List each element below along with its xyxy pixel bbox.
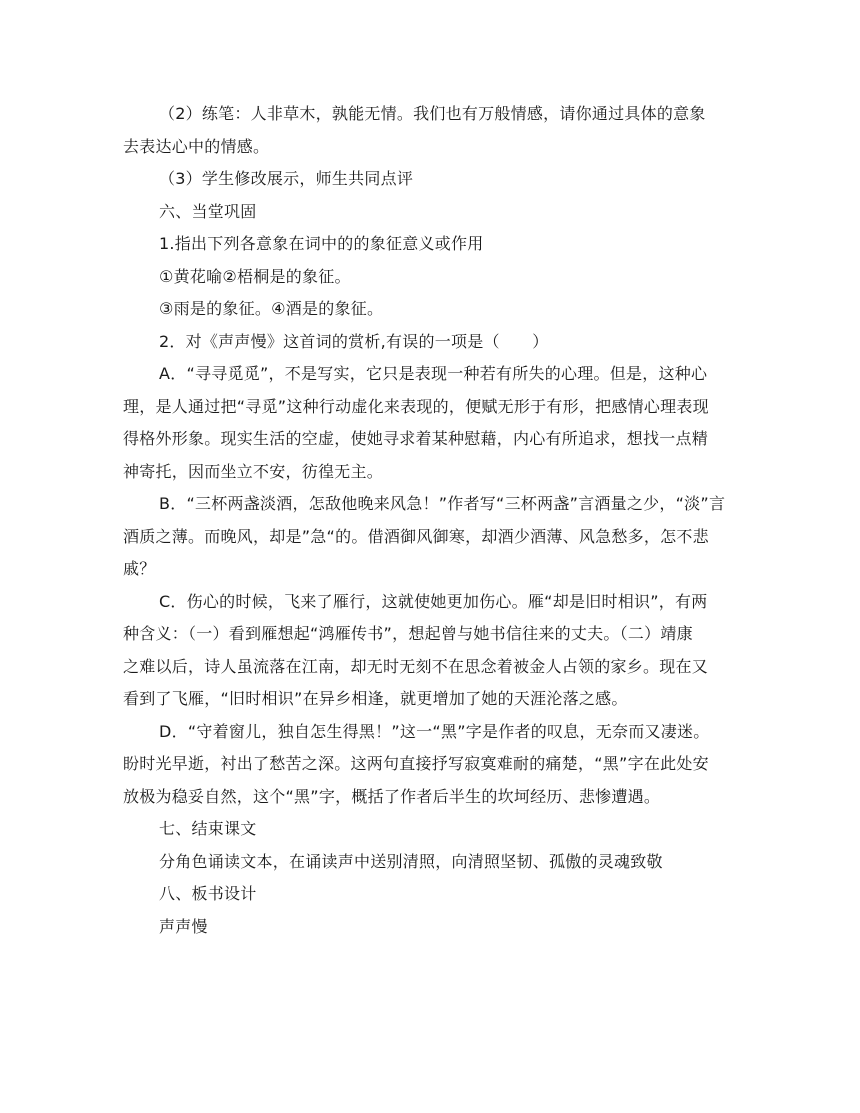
option-a-line-1: A．“寻寻觅觅”，不是写实，它只是表现一种若有所失的心理。但是，这种心 (159, 364, 708, 383)
student-revision-line: （3）学生修改展示，师生共同点评 (159, 169, 414, 188)
question-1-item-b: ③雨是的象征。④酒是的象征。 (159, 299, 384, 318)
option-b-line-3: 戚？ (123, 559, 156, 578)
option-c-line-4: 看到了飞雁，“旧时相识”在异乡相逢，就更增加了她的天涯沦落之感。 (123, 689, 628, 708)
role-reading-line: 分角色诵读文本，在诵读声中送别清照，向清照坚韧、孤傲的灵魂致敬 (159, 851, 663, 871)
question-1-prompt: 1.指出下列各意象在词中的的象征意义或作用 (159, 234, 484, 253)
document-body (123, 98, 735, 943)
option-c-line-3: 之难以后，诗人虽流落在江南，却无时无刻不在思念着被金人占领的家乡。现在又 (123, 656, 709, 676)
question-2-prompt: 2．对《声声慢》这首词的赏析,有误的一项是（ ） (159, 331, 549, 351)
section-heading-consolidation: 六、当堂巩固 (159, 201, 257, 221)
section-heading-blackboard: 八、板书设计 (159, 884, 257, 903)
option-a-line-4: 神寄托，因而坐立不安，彷徨无主。 (123, 461, 384, 481)
option-c-line-1: C．伤心的时候，飞来了雁行，这就使她更加伤心。雁“却是旧时相识”，有两 (159, 591, 708, 611)
section-heading-conclusion: 七、结束课文 (159, 819, 257, 838)
option-d-line-3: 放极为稳妥自然，这个“黑”字，概括了作者后半生的坎坷经历、悲惨遭遇。 (123, 786, 661, 806)
option-d-line-2: 盼时光早逝，衬出了愁苦之深。这两句直接抒写寂寞难耐的痛楚，“黑”字在此处安 (123, 754, 709, 773)
blackboard-title: 声声慢 (159, 916, 208, 936)
option-b-line-2: 酒质之薄。而晚风，却是”急“的。借酒御风御寒，却酒少酒薄、风急愁多，怎不悲 (123, 526, 709, 546)
option-d-line-1: D．“守着窗儿，独自怎生得黑！”这一“黑”字是作者的叹息，无奈而又凄迷。 (159, 721, 710, 741)
question-1-item-a: ①黄花喻②梧桐是的象征。 (159, 266, 351, 286)
option-a-line-2: 理，是人通过把“寻觅”这种行动虚化来表现的，便赋无形于有形，把感情心理表现 (123, 396, 709, 416)
practice-writing-line-2: 去表达心中的情感。 (123, 136, 270, 156)
option-a-line-3: 得格外形象。现实生活的空虚，使她寻求着某种慰藉，内心有所追求，想找一点精 (123, 429, 709, 448)
practice-writing-line-1: （2）练笔：人非草木，孰能无情。我们也有万般情感，请你通过具体的意象 (159, 104, 706, 123)
option-c-line-2: 种含义：（一）看到雁想起“鸿雁传书”，想起曾与她书信往来的丈夫。（二）靖康 (123, 624, 693, 643)
option-b-line-1: B．“三杯两盏淡酒，怎敌他晚来风急！”作者写“三杯两盏”言酒量之少，“淡”言 (159, 494, 726, 513)
